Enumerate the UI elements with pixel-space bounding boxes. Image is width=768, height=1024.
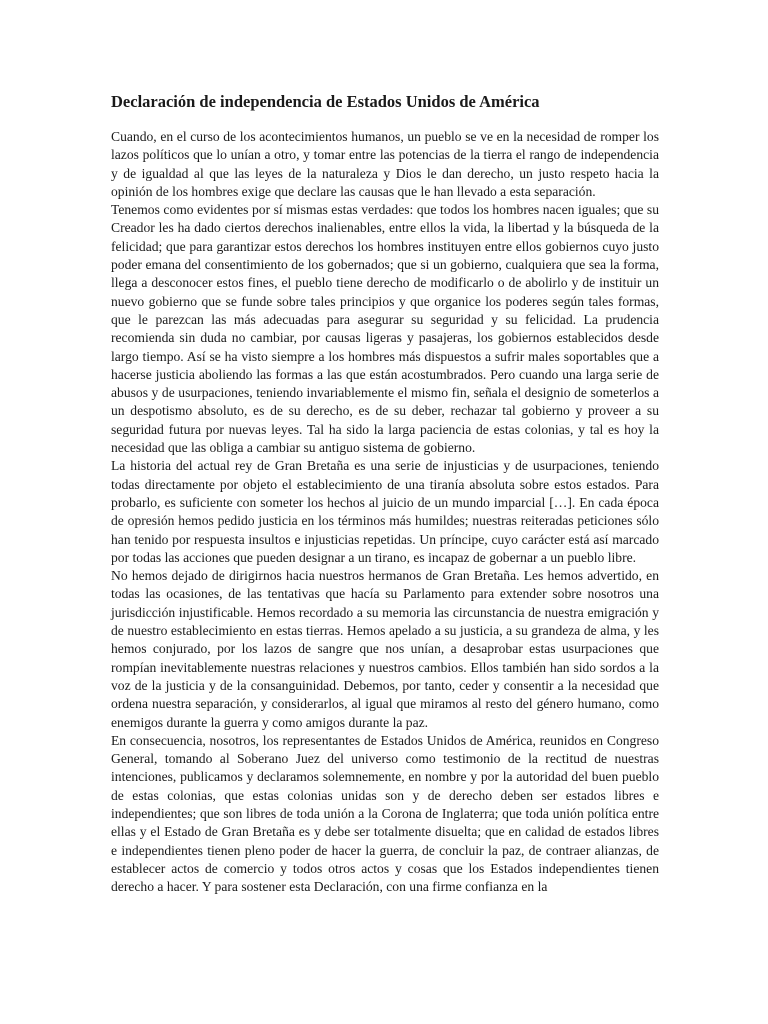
paragraph-truths: Tenemos como evidentes por sí mismas estas verdades: que todos los hombres nacen iguales; que su Creador les ha dado ciertos derechos inalienables, entre ellos la vida, la libertad y la búsqueda de la felicidad; que para garantizar estos derechos los hombres instituyen entre ellos gobiernos cuyo justo poder emana del consentimiento de los gobernados; que si un gobierno, cualquiera que sea la forma, llega a desconocer estos fines, el pueblo tiene derecho de modificarlo o de abolirlo y de instituir un nuevo gobierno que se funde sobre tales principios y que organice los poderes según tales formas, que le parezcan las más adecuadas para asegurar su seguridad y su felicidad. La prudencia recomienda sin duda no cambiar, por causas ligeras y pasajeras, los gobiernos establecidos desde largo tiempo. Así se ha visto siempre a los hombres más dispuestos a sufrir males soportables que a hacerse justicia aboliendo las formas a las que están acostumbrados. Pero cuando una larga serie de abusos y de usurpaciones, teniendo invariablemente el mismo fin, señala el designio de someterlos a un despotismo absoluto, es de su derecho, es de su deber, rechazar tal gobierno y proveer a su seguridad futura por nuevas leyes. Tal ha sido la larga paciencia de estas colonias, y tal es hoy la necesidad que las obliga a cambiar su antiguo sistema de gobierno.	[111, 202, 659, 456]
paragraph-grievances: La historia del actual rey de Gran Bretaña es una serie de injusticias y de usurpaciones, teniendo todas directamente por objeto el establecimiento de una tiranía absoluta sobre estos estados. Para probarlo, es suficiente con someter los hechos al juicio de un mundo imparcial […]. En cada época de opresión hemos pedido justicia en los términos más humildes; nuestras reiteradas peticiones sólo han tenido por respuesta insultos e injusticias repetidas. Un príncipe, cuyo carácter está así marcado por todas las acciones que pueden designar a un tirano, es incapaz de gobernar a un pueblo libre.	[111, 458, 659, 565]
paragraph-preamble: Cuando, en el curso de los acontecimientos humanos, un pueblo se ve en la necesidad de romper los lazos políticos que lo unían a otro, y tomar entre las potencias de la tierra el rango de independencia y de igualdad al que las leyes de la naturaleza y Dios le dan derecho, un justo respeto hacia la opinión de los hombres exige que declare las causas que le han llevado a esta separación.	[111, 129, 659, 199]
document-title: Declaración de independencia de Estados Unidos de América	[111, 92, 540, 111]
paragraph-appeals: No hemos dejado de dirigirnos hacia nuestros hermanos de Gran Bretaña. Les hemos advertido, en todas las ocasiones, de las tentativas que hacía su Parlamento para extender sobre nosotros una jurisdicción injustificable. Hemos recordado a su memoria las circunstancia de nuestra emigración y de nuestro establecimiento en estas tierras. Hemos apelado a su justicia, a su grandeza de alma, y les hemos conjurado, por los lazos de sangre que nos unían, a desaprobar estas usurpaciones que rompían inevitablemente nuestras relaciones y nuestros cambios. Ellos también han sido sordos a la voz de la justicia y de la consanguinidad. Debemos, por tanto, ceder y consentir a la necesidad que ordena nuestra separación, y considerarlos, al igual que miramos al resto del género humano, como enemigos durante la guerra y como amigos durante la paz.	[111, 568, 659, 730]
paragraph-declaration: En consecuencia, nosotros, los representantes de Estados Unidos de América, reunidos en Congreso General, tomando al Soberano Juez del universo como testimonio de la rectitud de nuestras intenciones, publicamos y declaramos solemnemente, en nombre y por la autoridad del buen pueblo de estas colonias, que estas colonias unidas son y de derecho deben ser estados libres e independientes; que son libres de toda unión a la Corona de Inglaterra; que toda unión política entre ellas y el Estado de Gran Bretaña es y debe ser totalmente disuelta; que en calidad de estados libres e independientes tienen pleno poder de hacer la guerra, de concluir la paz, de contraer alianzas, de establecer actos de comercio y todos otros actos y cosas que los Estados independientes tienen derecho a hacer. Y para sostener esta Declaración, con una firme confianza en la	[111, 732, 659, 895]
document-page	[111, 91, 659, 896]
